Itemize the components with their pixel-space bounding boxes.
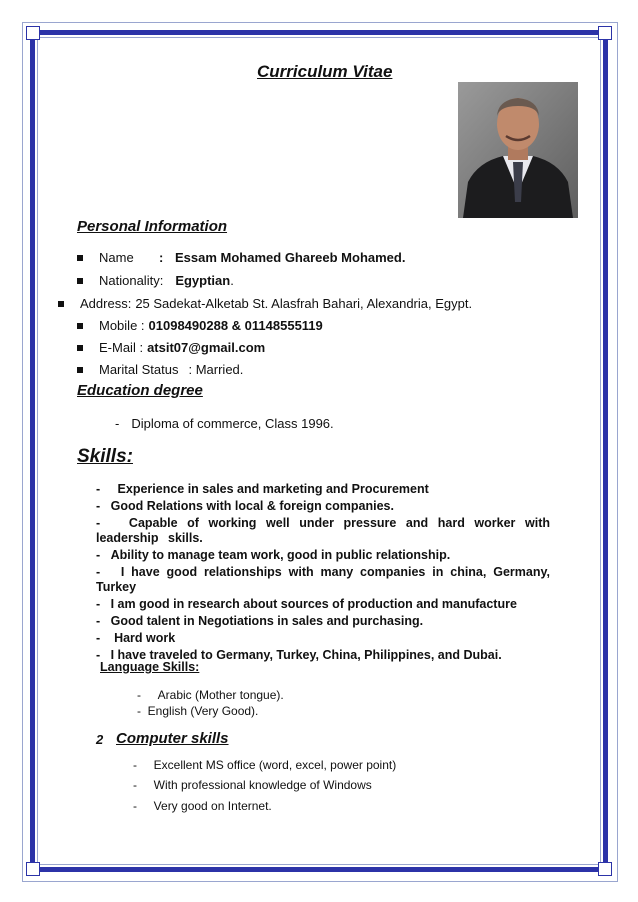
section-number: 2 xyxy=(96,732,104,747)
computer-skills-heading: Computer skills xyxy=(116,730,229,747)
language-item: - English (Very Good). xyxy=(137,704,259,718)
skill-text: Capable of working well under pressure and hard worker with leadership skills. xyxy=(96,516,550,545)
address-label: Address: xyxy=(80,296,132,311)
skill-text: Experience in sales and marketing and Procurement xyxy=(117,482,429,496)
computer-item: - Very good on Internet. xyxy=(133,799,272,813)
bullet-icon xyxy=(77,323,83,329)
language-heading: Language Skills: xyxy=(100,660,200,674)
mobile-row xyxy=(77,318,323,333)
skill-text: Good talent in Negotiations in sales and purchasing. xyxy=(110,614,424,628)
computer-item: - With professional knowledge of Windows xyxy=(133,778,372,792)
language-text: English (Very Good). xyxy=(147,704,259,718)
corner-ornament xyxy=(598,26,612,40)
skills-heading: Skills: xyxy=(77,446,133,467)
bullet-icon xyxy=(77,345,83,351)
address-value: 25 Sadekat-Alketab St. Alasfrah Bahari, Alexandria, Egypt. xyxy=(135,296,473,311)
list-item: - I have traveled to Germany, Turkey, China, Philippines, and Dubai. xyxy=(96,648,502,662)
address-row xyxy=(58,296,472,311)
marital-row xyxy=(77,362,243,377)
skill-text: Ability to manage team work, good in public relationship. xyxy=(110,548,451,562)
page-title: Curriculum Vitae xyxy=(257,62,393,81)
personal-info-heading: Personal Information xyxy=(77,218,228,235)
skill-text: Good Relations with local & foreign companies. xyxy=(110,499,394,513)
education-heading: Education degree xyxy=(77,382,203,399)
skill-text: I have good relationships with many companies in china, Germany, Turkey xyxy=(96,565,550,594)
skills-list xyxy=(96,482,550,663)
email-label: E-Mail : xyxy=(99,340,144,355)
language-text: Arabic (Mother tongue). xyxy=(157,688,284,702)
nationality-row xyxy=(77,273,234,288)
email-row xyxy=(77,340,265,355)
language-item: - Arabic (Mother tongue). xyxy=(137,688,284,702)
list-item: - I am good in research about sources of production and manufacture xyxy=(96,597,517,611)
name-row xyxy=(77,250,405,265)
skill-text: Hard work xyxy=(114,631,176,645)
computer-text: Excellent MS office (word, excel, power point) xyxy=(153,758,397,772)
nationality-label: Nationality: xyxy=(99,273,164,288)
corner-ornament xyxy=(26,26,40,40)
list-item: - Ability to manage team work, good in public relationship. xyxy=(96,548,451,562)
nationality-period: . xyxy=(230,273,234,288)
list-item: - Capable of working well under pressure and hard worker with leadership skills. xyxy=(96,516,550,545)
computer-text: Very good on Internet. xyxy=(153,799,272,813)
marital-label: Marital Status xyxy=(99,362,179,377)
list-item: - I have good relationships with many companies in china, Germany, Turkey xyxy=(96,565,550,594)
education-text: Diploma of commerce, Class 1996. xyxy=(131,416,334,431)
corner-ornament xyxy=(26,862,40,876)
computer-item: - Excellent MS office (word, excel, power point) xyxy=(133,758,397,772)
skill-text: I am good in research about sources of production and manufacture xyxy=(110,597,517,611)
nationality-value: Egyptian xyxy=(175,273,231,288)
mobile-value: 01098490288 & 01148555119 xyxy=(148,318,323,333)
marital-value: : Married. xyxy=(188,362,244,377)
name-separator: : xyxy=(159,250,164,265)
name-label: Name xyxy=(99,250,134,265)
computer-text: With professional knowledge of Windows xyxy=(153,778,372,792)
bullet-icon xyxy=(77,255,83,261)
list-item: - Experience in sales and marketing and Procurement xyxy=(96,482,429,496)
skill-text: I have traveled to Germany, Turkey, China, Philippines, and Dubai. xyxy=(110,648,502,662)
dash-marker: - xyxy=(115,416,120,431)
profile-photo xyxy=(458,82,578,218)
list-item: - Good Relations with local & foreign companies. xyxy=(96,499,394,513)
bullet-icon xyxy=(58,301,64,307)
corner-ornament xyxy=(598,862,612,876)
education-item xyxy=(115,416,334,431)
list-item: - Good talent in Negotiations in sales and purchasing. xyxy=(96,614,424,628)
list-item: - Hard work xyxy=(96,631,176,645)
mobile-label: Mobile : xyxy=(99,318,145,333)
email-value: atsit07@gmail.com xyxy=(147,340,266,355)
bullet-icon xyxy=(77,278,83,284)
name-value: Essam Mohamed Ghareeb Mohamed. xyxy=(175,250,406,265)
bullet-icon xyxy=(77,367,83,373)
